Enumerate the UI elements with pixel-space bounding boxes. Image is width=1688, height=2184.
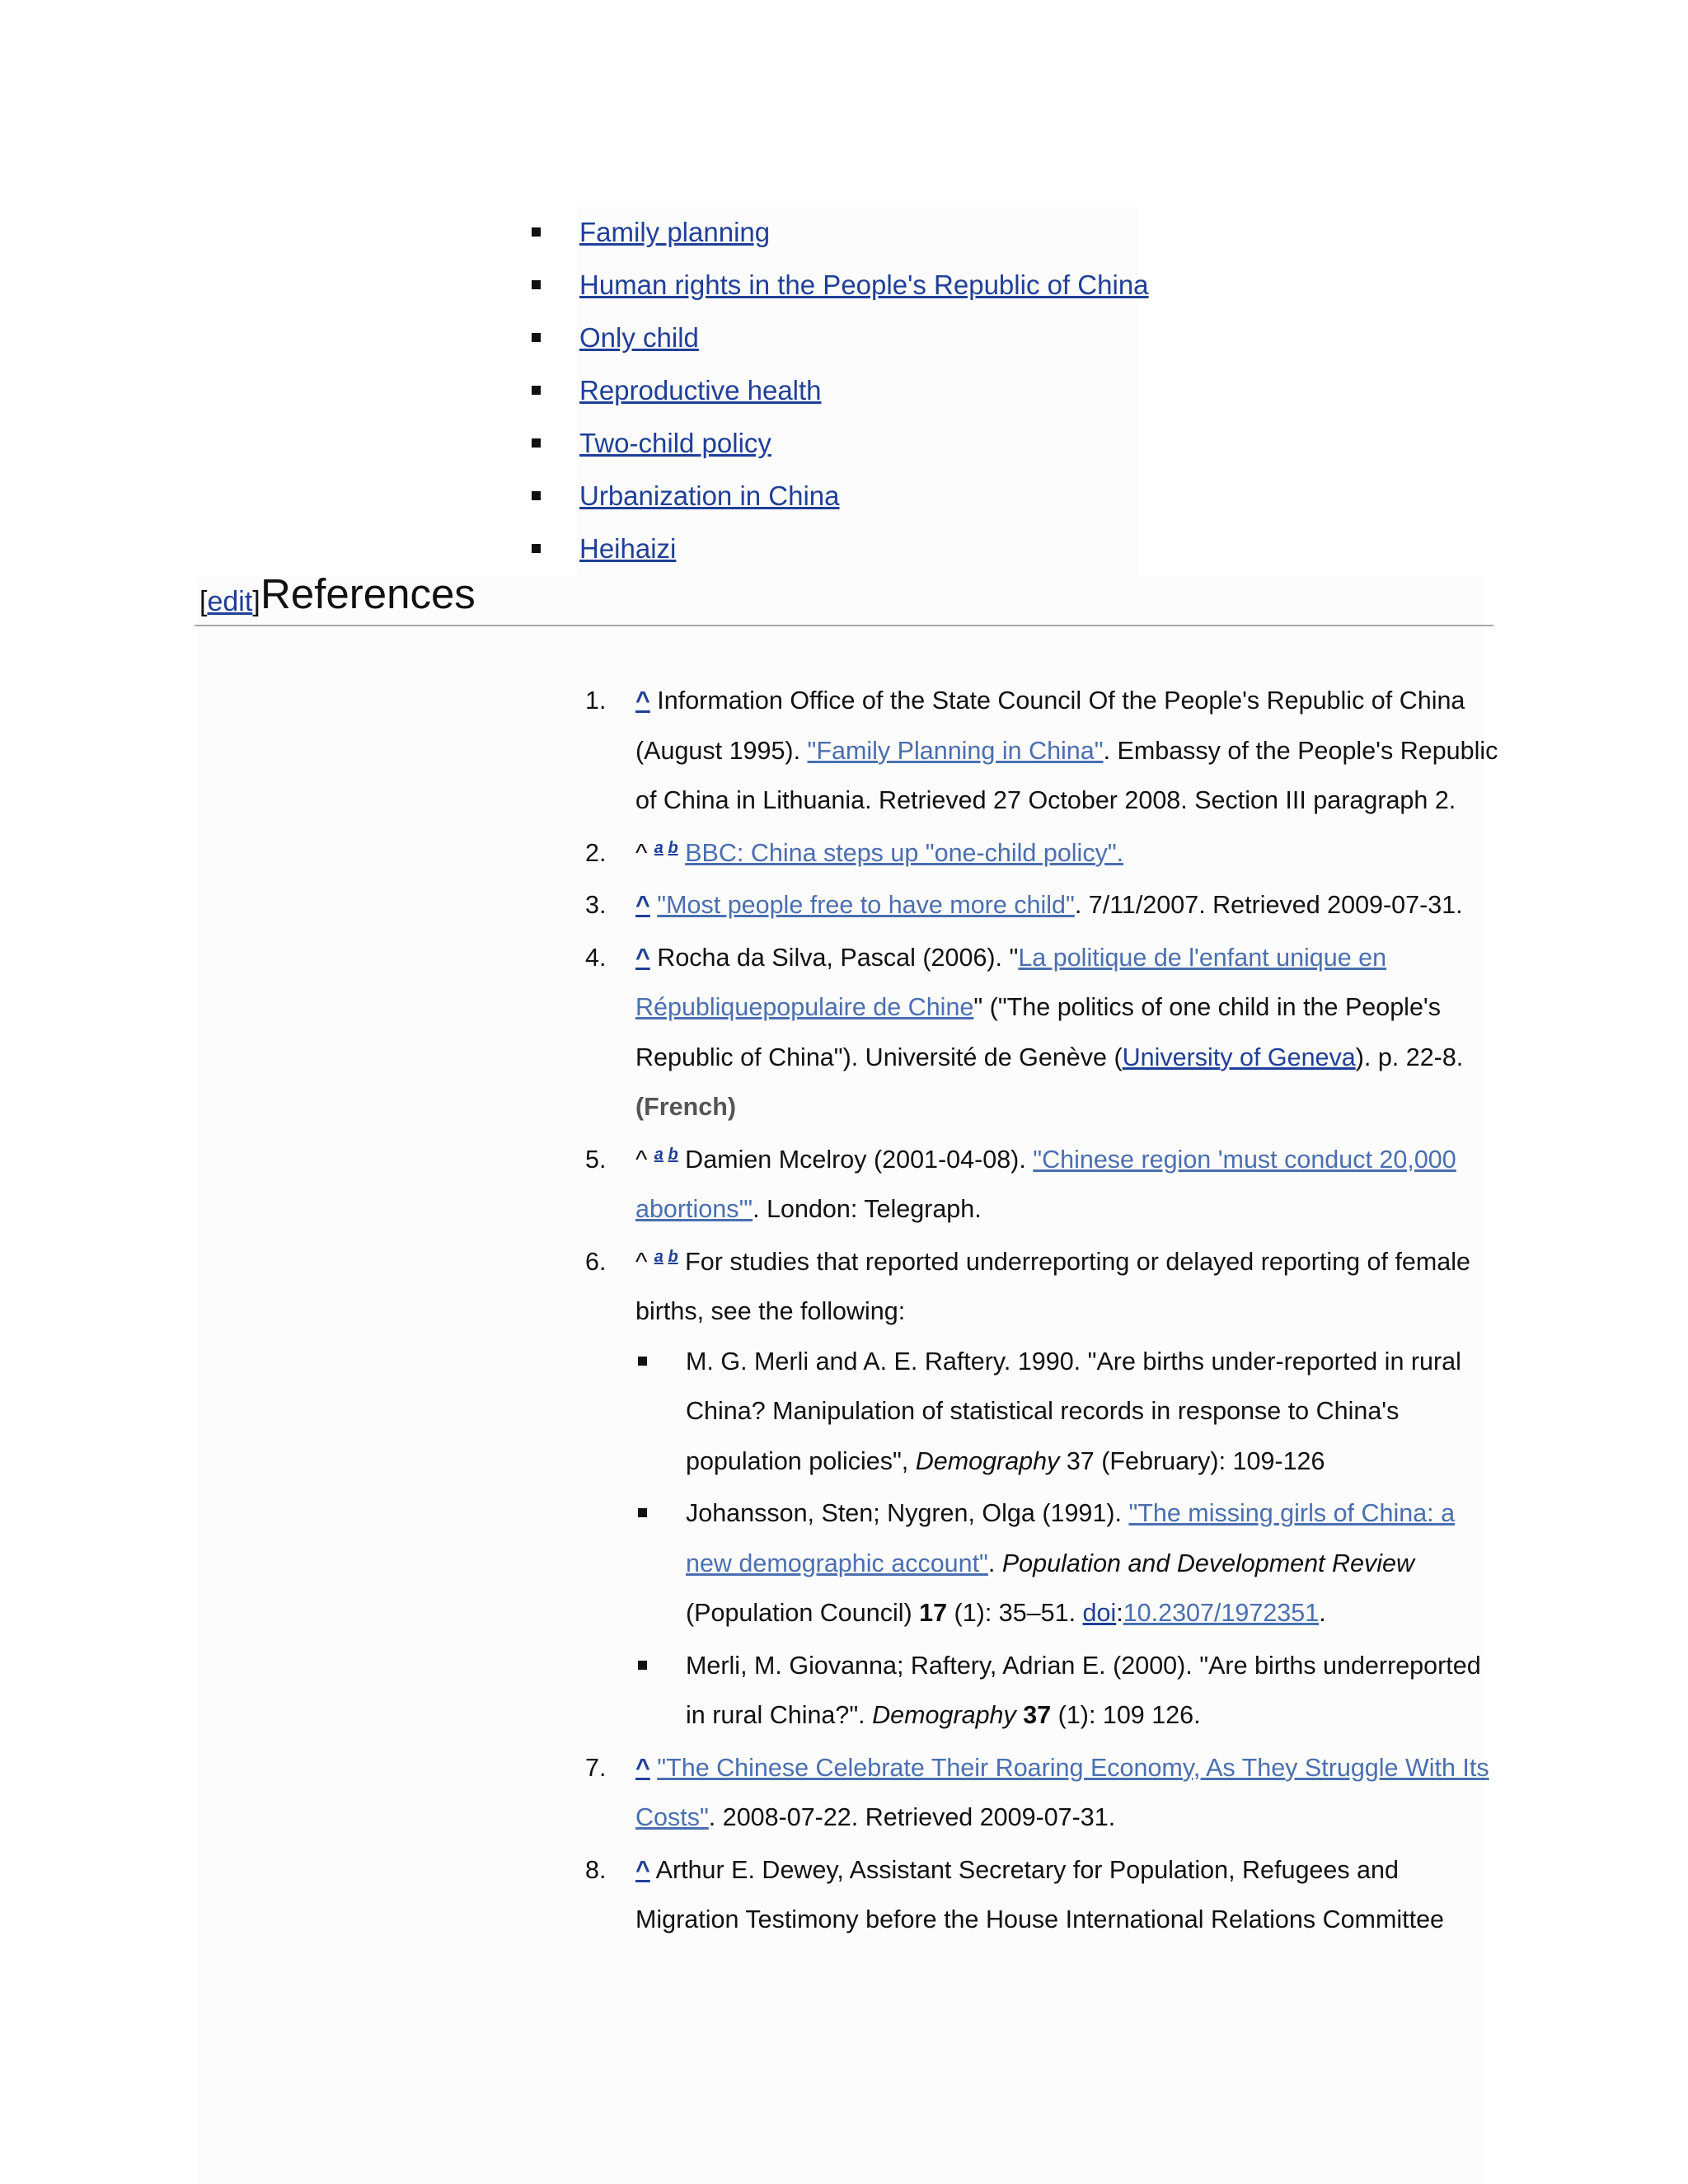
reference-number: 4. xyxy=(585,943,607,972)
reference-item-7 xyxy=(585,1743,1500,1843)
list-item xyxy=(529,422,1149,475)
backlink-caret: ^ xyxy=(635,1145,648,1174)
backlink-caret[interactable]: ^ xyxy=(635,943,650,972)
backlink-b[interactable]: b xyxy=(668,1145,678,1164)
reference-text: . Embassy of the People's Republic of China in Lithuania. Retrieved 27 October 2008. Section III paragraph 2. xyxy=(635,736,1498,814)
reference-text: (Population Council) xyxy=(686,1599,920,1627)
reference-text: ). p. 22-8. xyxy=(1355,1043,1464,1071)
external-link[interactable]: "The missing girls of China: a new demographic account" xyxy=(686,1499,1456,1577)
reference-text: (1): 109 126. xyxy=(1051,1701,1201,1729)
backlink-caret[interactable]: ^ xyxy=(635,687,650,715)
see-also-link-urbanization[interactable]: Urbanization in China xyxy=(579,480,840,511)
external-link[interactable]: "Family Planning in China" xyxy=(807,736,1104,765)
edit-link[interactable]: edit xyxy=(207,586,253,617)
sub-reference-item xyxy=(635,1337,1500,1487)
reference-text: Damien Mcelroy (2001-04-08). xyxy=(678,1145,1034,1174)
backlink-caret[interactable]: ^ xyxy=(635,1753,650,1782)
backlink-a[interactable]: a xyxy=(654,838,663,857)
backlink-caret: ^ xyxy=(635,1247,648,1276)
section-title: References xyxy=(260,570,476,617)
internal-link[interactable]: University of Geneva xyxy=(1122,1043,1356,1071)
sub-reference-list xyxy=(635,1337,1500,1741)
reference-number: 2. xyxy=(585,838,607,867)
external-link[interactable]: "Most people free to have more child" xyxy=(657,891,1075,919)
edit-bracket-open: [ xyxy=(199,586,208,617)
backlink-b[interactable]: b xyxy=(668,838,678,857)
list-item xyxy=(529,264,1149,316)
reference-number: 3. xyxy=(585,891,607,919)
journal-title: Demography xyxy=(915,1446,1060,1475)
language-tag: (French) xyxy=(635,1093,736,1121)
references-heading xyxy=(195,567,1493,626)
reference-text: . 2008-07-22. Retrieved 2009-07-31. xyxy=(708,1803,1116,1831)
external-link[interactable]: "Chinese region 'must conduct 20,000 abortions'" xyxy=(635,1145,1456,1223)
reference-item-6 xyxy=(585,1237,1500,1741)
see-also-link-heihaizi[interactable]: Heihaizi xyxy=(579,533,677,564)
sub-reference-item xyxy=(635,1641,1500,1741)
doi-label-link[interactable]: doi xyxy=(1082,1599,1117,1627)
reference-text: . xyxy=(1319,1599,1326,1627)
doi-separator: : xyxy=(1116,1599,1123,1627)
edit-section xyxy=(199,585,260,618)
reference-text: . 7/11/2007. Retrieved 2009-07-31. xyxy=(1074,891,1463,919)
doi-link[interactable]: 10.2307/1972351 xyxy=(1123,1599,1320,1627)
reference-item-4 xyxy=(585,933,1500,1132)
reference-text: . xyxy=(987,1549,1002,1577)
list-item xyxy=(529,316,1149,369)
reference-number: 8. xyxy=(585,1855,607,1884)
backlink-caret[interactable]: ^ xyxy=(635,891,650,919)
reference-text: 37 (February): 109-126 xyxy=(1059,1446,1325,1475)
reference-text: Johansson, Sten; Nygren, Olga (1991). xyxy=(686,1499,1129,1527)
reference-text: Information Office of the State Council Of the People's Republic of China (August 1995). xyxy=(635,687,1465,765)
reference-number: 1. xyxy=(585,687,607,715)
list-item xyxy=(529,369,1149,422)
journal-title: Demography xyxy=(872,1701,1016,1729)
see-also-link-human-rights[interactable]: Human rights in the People's Republic of China xyxy=(579,269,1149,300)
reference-text: Arthur E. Dewey, Assistant Secretary for Population, Refugees and Migration Testimony before the House International Relations Committee xyxy=(635,1855,1445,1933)
list-item xyxy=(529,475,1149,527)
external-link[interactable]: La politique de l'enfant unique en Républiquepopulaire de Chine xyxy=(635,943,1387,1021)
volume: 37 xyxy=(1023,1701,1052,1729)
see-also-link-family-planning[interactable]: Family planning xyxy=(579,217,771,247)
see-also-link-two-child-policy[interactable]: Two-child policy xyxy=(579,428,771,458)
reference-number: 5. xyxy=(585,1145,607,1174)
reference-item-2 xyxy=(585,828,1500,879)
backlink-caret[interactable]: ^ xyxy=(635,1855,650,1884)
backlink-a[interactable]: a xyxy=(654,1145,663,1164)
reference-item-8 xyxy=(585,1845,1500,1945)
external-link[interactable]: "The Chinese Celebrate Their Roaring Economy, As They Struggle With Its Costs" xyxy=(635,1753,1489,1831)
list-item xyxy=(529,211,1149,264)
reference-text: " ("The politics of one child in the People's Republic of China"). Université de Genève ( xyxy=(635,993,1441,1071)
backlink-b[interactable]: b xyxy=(668,1247,678,1266)
reference-number: 6. xyxy=(585,1247,607,1276)
external-link[interactable]: BBC: China steps up "one-child policy". xyxy=(685,838,1124,867)
see-also-list xyxy=(529,211,1149,580)
reference-text: For studies that reported underreporting or delayed reporting of female births, see the following: xyxy=(635,1247,1471,1325)
reference-text: . London: Telegraph. xyxy=(753,1195,982,1223)
backlink-caret: ^ xyxy=(635,838,648,867)
reference-text: Rocha da Silva, Pascal (2006). " xyxy=(649,943,1019,972)
references-list xyxy=(585,676,1500,1947)
reference-text: (1): 35–51. xyxy=(947,1599,1083,1627)
backlink-a[interactable]: a xyxy=(654,1247,663,1266)
journal-title: Population and Development Review xyxy=(1001,1549,1415,1577)
reference-text xyxy=(1016,1701,1023,1729)
reference-item-3 xyxy=(585,880,1500,930)
reference-number: 7. xyxy=(585,1753,607,1782)
edit-bracket-close: ] xyxy=(252,586,260,617)
sub-reference-item xyxy=(635,1488,1500,1638)
see-also-link-only-child[interactable]: Only child xyxy=(579,322,699,353)
reference-text: M. G. Merli and A. E. Raftery. 1990. "Are births under-reported in rural China? Manipulation of statistical records in response to China's population policies", xyxy=(686,1347,1461,1475)
see-also-link-reproductive-health[interactable]: Reproductive health xyxy=(579,375,822,405)
reference-item-5 xyxy=(585,1135,1500,1235)
volume: 17 xyxy=(919,1599,948,1627)
reference-item-1 xyxy=(585,676,1500,826)
reference-text: Merli, M. Giovanna; Raftery, Adrian E. (2000). "Are births underreported in rural China?". xyxy=(686,1651,1481,1729)
